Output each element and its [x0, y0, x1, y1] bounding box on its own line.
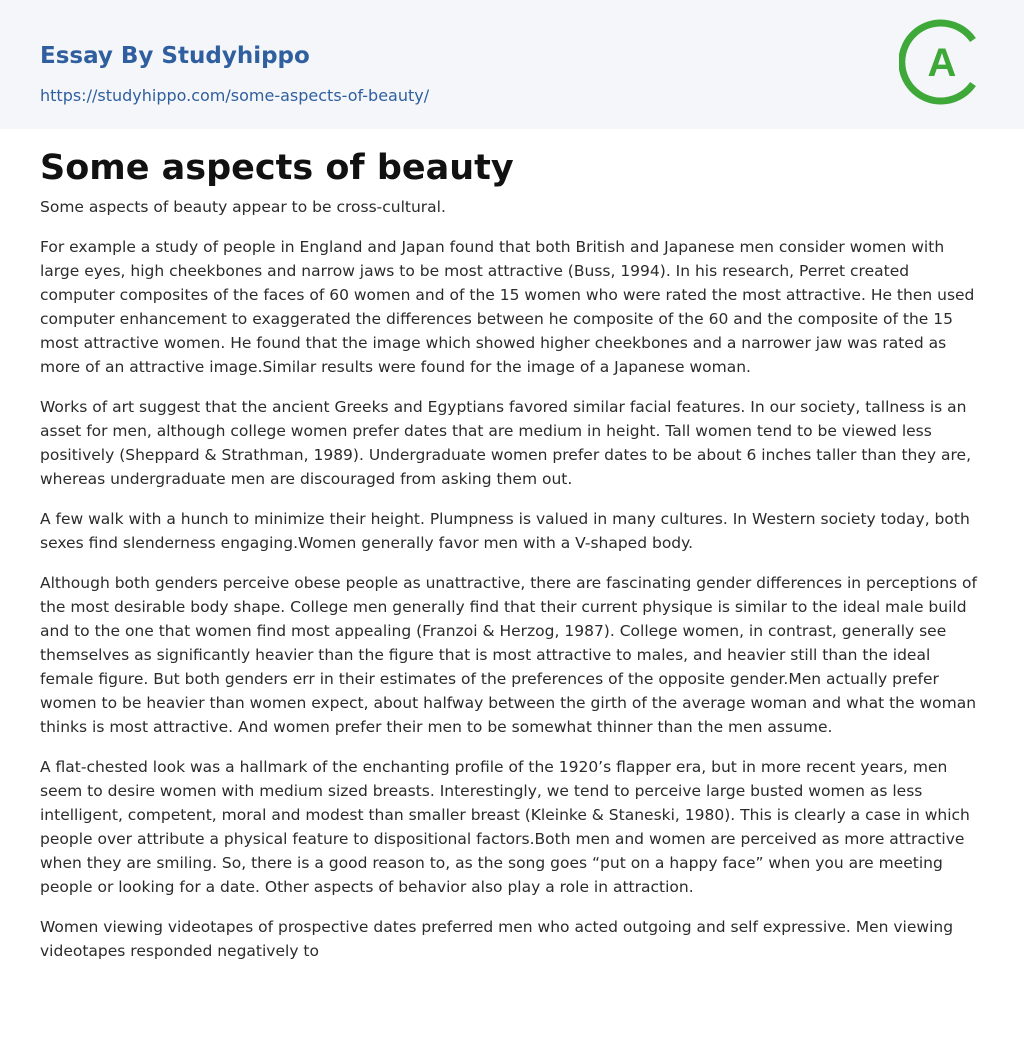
site-brand: Essay By Studyhippo	[40, 43, 310, 69]
essay-paragraph: A flat-chested look was a hallmark of the enchanting profile of the 1920’s flapper era, but in more recent years, men seem to desire women with medium sized breasts. Interestingly, we tend to perceive large busted women as less intelligent, competent, moral and modest than smaller breast (Kleinke & Staneski, 1980). This is clearly a case in which people over attribute a physical feature to dispositional factors.Both men and women are perceived as more attractive when they are smiling. So, there is a good reason to, as the song goes “put on a happy face” when you are meeting people or looking for a date. Other aspects of behavior also play a role in attraction.	[40, 758, 970, 896]
essay-title: Some aspects of beauty	[40, 148, 514, 188]
essay-paragraph: Women viewing videotapes of prospective dates preferred men who acted outgoing and self expressive. Men viewing videotapes responded negatively to	[40, 918, 954, 960]
essay-paragraph: Works of art suggest that the ancient Greeks and Egyptians favored similar facial features. In our society, tallness is an asset for men, although college women prefer dates that are medium in height. Tall women tend to be viewed less positively (Sheppard & Strathman, 1989). Undergraduate women prefer dates to be about 6 inches taller than they are, whereas undergraduate men are discouraged from asking them out.	[40, 398, 972, 488]
essay-paragraph: Some aspects of beauty appear to be cross-cultural.	[40, 198, 446, 216]
essay-paragraph: Although both genders perceive obese people as unattractive, there are fascinating gender differences in perceptions of the most desirable body shape. College men generally find that their current physique is similar to the ideal male build and to the one that women find most appealing (Franzoi & Herzog, 1987). College women, in contrast, generally see themselves as significantly heavier than the figure that is most attractive to males, and heavier still than the ideal female figure. But both genders err in their estimates of the preferences of the opposite gender.Men actually prefer women to be heavier than women expect, about halfway between the girth of the average woman and what the woman thinks is most attractive. And women prefer their men to be somewhat thinner than the men assume.	[40, 574, 977, 736]
essay-content	[0, 145, 1024, 963]
site-header	[0, 0, 1024, 129]
essay-paragraph: A few walk with a hunch to minimize their height. Plumpness is valued in many cultures. In Western society today, both sexes find slenderness engaging.Women generally favor men with a V-shaped body.	[40, 510, 970, 552]
essay-url-link[interactable]: https://studyhippo.com/some-aspects-of-beauty/	[40, 86, 430, 105]
studyhippo-logo-icon[interactable]	[899, 19, 985, 105]
logo-letter: A	[927, 41, 957, 85]
essay-paragraph: For example a study of people in England and Japan found that both British and Japanese men consider women with large eyes, high cheekbones and narrow jaws to be most attractive (Buss, 1994). In his research, Perret created computer composites of the faces of 60 women and of the 15 women who were rated the most attractive. He then used computer enhancement to exaggerated the differences between he composite of the 60 and the composite of the 15 most attractive women. He found that the image which showed higher cheekbones and a narrower jaw was rated as more of an attractive image.Similar results were found for the image of a Japanese woman.	[40, 238, 975, 376]
